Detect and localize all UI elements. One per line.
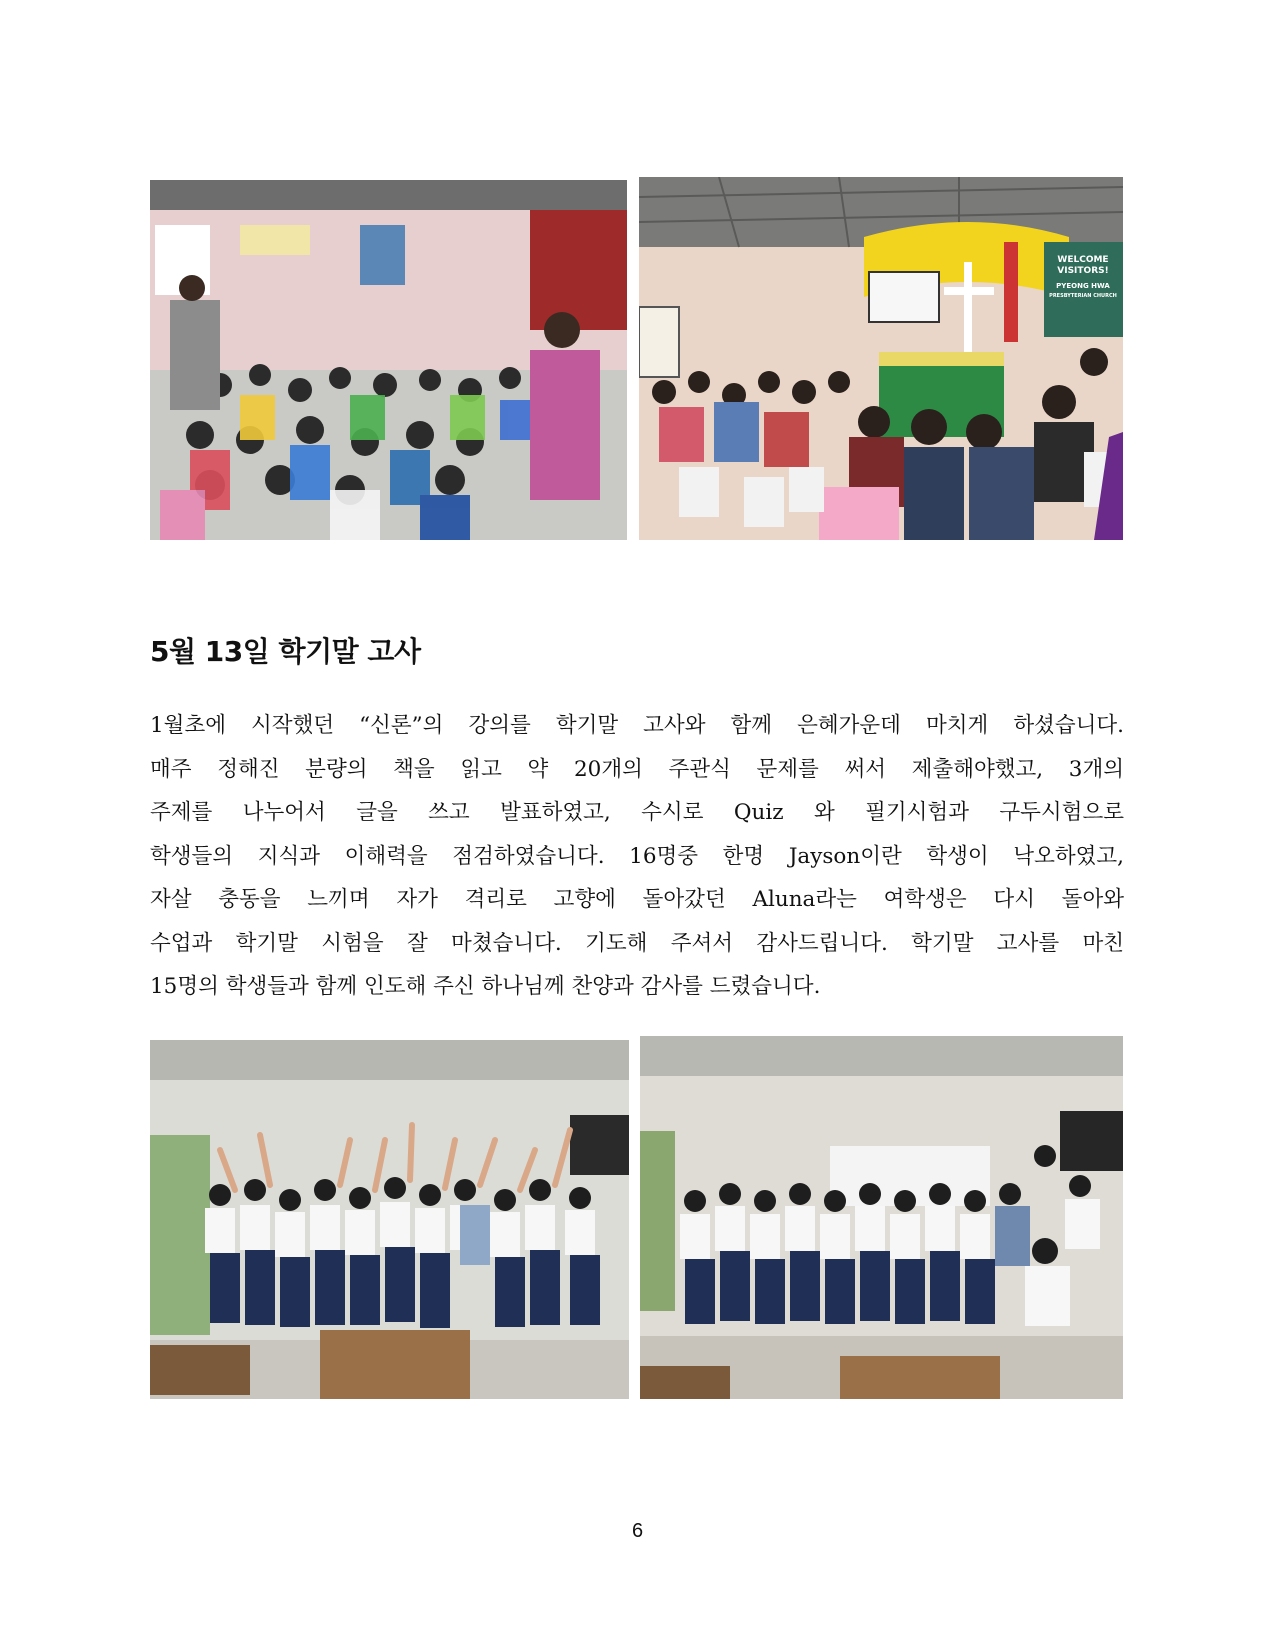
children-seated-on-floor-photo	[150, 180, 627, 540]
paragraph-line: 수업과 학기말 시험을 잘 마쳤습니다. 기도해 주셔서 감사드립니다. 학기말 고사를 마친	[150, 930, 1124, 956]
banner-line: WELCOME	[1057, 255, 1109, 265]
church-service-photo	[639, 177, 1123, 540]
paragraph-line: 주제를 나누어서 글을 쓰고 발표하였고, 수시로 Quiz 와 필기시험과 구두시험으로	[150, 800, 1124, 825]
paragraph-line: 15명의 학생들과 함께 인도해 주신 하나님께 찬양과 감사를 드렸습니다.	[150, 974, 821, 999]
paragraph-line: 1월초에 시작했던 “신론”의 강의를 학기말 고사와 함께 은혜가운데 마치게 하셨습니다.	[150, 713, 1124, 738]
page-number: 6	[631, 1520, 644, 1542]
paragraph-line: 자살 충동을 느끼며 자가 격리로 고향에 돌아갔던 Aluna라는 여학생은 다시 돌아와	[150, 887, 1124, 912]
banner-line: PRESBYTERIAN CHURCH	[1049, 293, 1117, 299]
banner-line: PYEONG HWA	[1056, 282, 1110, 290]
banner-line: VISITORS!	[1057, 266, 1109, 276]
section-heading: 5월 13일 학기말 고사	[150, 635, 421, 668]
paragraph-line: 매주 정해진 분량의 책을 읽고 약 20개의 주관식 문제를 써서 제출해야했고, 3개의	[150, 756, 1124, 782]
paragraph-line: 학생들의 지식과 이해력을 점검하였습니다. 16명중 한명 Jayson이란 학생이 낙오하였고,	[150, 843, 1124, 869]
students-group-photo	[640, 1036, 1123, 1399]
students-celebrating-photo	[150, 1040, 629, 1399]
section-paragraph	[150, 704, 1124, 1009]
